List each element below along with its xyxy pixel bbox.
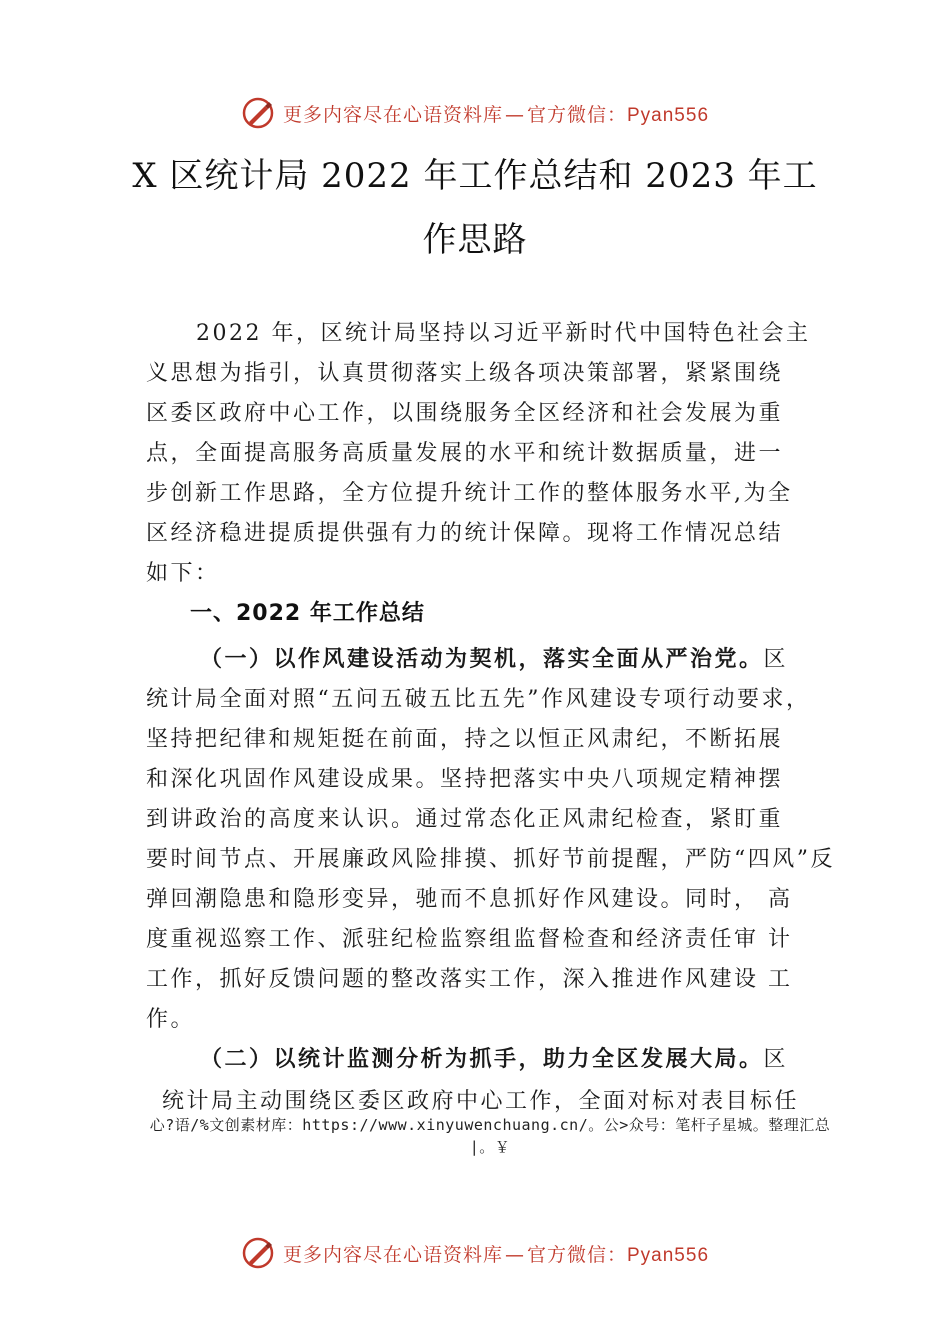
body-line: 度重视巡察工作、派驻纪检监察组监督检查和经济责任审 计 — [146, 927, 793, 952]
subsection-lead — [200, 642, 820, 673]
intro-line: 点，全面提高服务高质量发展的水平和统计数据质量，进一 — [146, 441, 784, 466]
body-line: 弹回潮隐患和隐形变异，驰而不息抓好作风建设。同时， 高 — [146, 887, 793, 912]
subsection-lead-bold: （一）以作风建设活动为契机，落实全面从严治党。 — [200, 646, 764, 672]
body-line: 工作，抓好反馈问题的整改落实工作，深入推进作风建设 工 — [146, 967, 793, 992]
body-line: 统计局全面对照“五问五破五比五先”作风建设专项行动要求， — [146, 687, 811, 712]
body-line: 坚持把纪律和规矩挺在前面，持之以恒正风肃纪，不断拓展 — [146, 727, 784, 752]
intro-line: 义思想为指引，认真贯彻落实上级各项决策部署，紧紧围绕 — [146, 361, 784, 386]
body-line: 统计局主动围绕区委区政府中心工作，全面对标对表目标任 — [162, 1089, 800, 1114]
watermark-text: 更多内容尽在心语资料库 — 官方微信：Pyan556 — [282, 103, 710, 126]
subsection-lead-bold: （二）以统计监测分析为抓手，助力全区发展大局。 — [200, 1046, 764, 1072]
intro-line: 如下： — [146, 561, 220, 586]
document-title-line-2: 作思路 — [422, 220, 528, 260]
document-title-line-1: X 区统计局 2022 年工作总结和 2023 年工 — [132, 156, 818, 196]
body-line: 到讲政治的高度来认识。通过常态化正风肃纪检查，紧盯重 — [146, 807, 784, 832]
watermark-top — [0, 96, 950, 130]
watermark-bottom — [0, 1236, 950, 1270]
intro-line: 步创新工作思路，全方位提升统计工作的整体服务水平,为全 — [146, 481, 793, 506]
body-line: 和深化巩固作风建设成果。坚持把落实中央八项规定精神摆 — [146, 767, 784, 792]
section-heading: 一、2022 年工作总结 — [190, 601, 425, 626]
footer-source-note: 心?语/%文创素材库：https://www.xinyuwenchuang.cn/。公>众号：笔杆子星城。整理汇总 — [149, 1116, 831, 1134]
intro-line: 区经济稳进提质提供强有力的统计保障。现将工作情况总结 — [146, 521, 784, 546]
subsection-lead-tail: 区 — [763, 647, 789, 672]
pen-circle-logo-icon — [241, 96, 275, 130]
subsection-lead — [200, 1042, 820, 1073]
intro-line: 2022 年，区统计局坚持以习近平新时代中国特色社会主 — [196, 321, 811, 346]
subsection-lead-tail: 区 — [763, 1047, 789, 1072]
pen-circle-logo-icon — [241, 1236, 275, 1270]
intro-line: 区委区政府中心工作，以围绕服务全区经济和社会发展为重 — [146, 401, 784, 426]
footer-source-note-2: |。￥ — [469, 1138, 511, 1156]
body-line: 作。 — [146, 1007, 196, 1032]
body-line: 要时间节点、开展廉政风险排摸、抓好节前提醒，严防“四风”反 — [146, 847, 835, 872]
watermark-text: 更多内容尽在心语资料库 — 官方微信：Pyan556 — [282, 1243, 710, 1266]
